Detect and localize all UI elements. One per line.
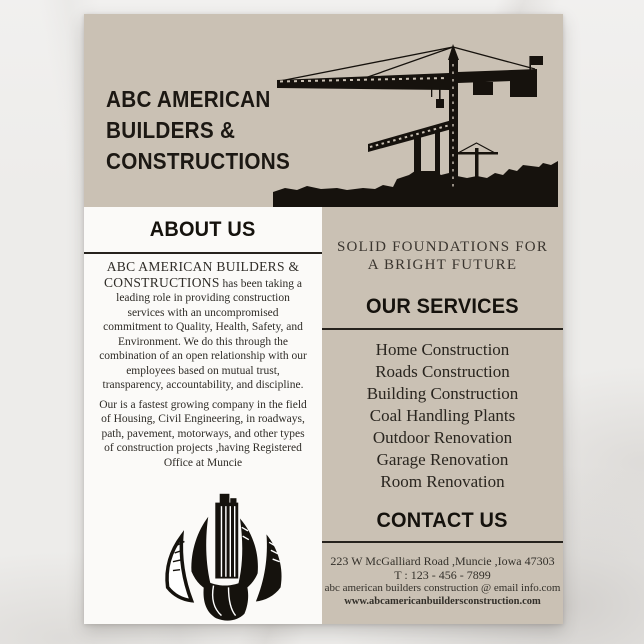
company-name-line: BUILDERS &	[106, 117, 236, 143]
service-item: Coal Handling Plants	[369, 406, 516, 425]
services-divider	[322, 328, 563, 330]
service-item: Outdoor Renovation	[372, 428, 513, 447]
about-paragraph-1	[97, 260, 309, 393]
services-heading: OUR SERVICES	[366, 295, 519, 318]
company-name-line: CONSTRUCTIONS	[106, 148, 291, 174]
about-body	[84, 254, 322, 470]
service-item: Building Construction	[366, 384, 519, 403]
about-company-lead: ABC AMERICAN BUILDERS & CONSTRUCTIONS	[103, 259, 300, 290]
service-item: Garage Renovation	[376, 450, 509, 469]
services-list	[322, 339, 563, 493]
construction-crane-icon	[185, 44, 558, 208]
about-section	[84, 207, 322, 624]
contact-website: www.abcamericanbuildersconstruction.com	[344, 596, 541, 607]
contact-divider	[322, 541, 563, 543]
service-item: Home Construction	[375, 340, 510, 359]
service-item: Roads Construction	[375, 362, 510, 381]
services-contact-section	[322, 207, 563, 624]
flyer	[84, 14, 563, 624]
service-item: Room Renovation	[380, 472, 505, 491]
company-name-line: ABC AMERICAN	[106, 86, 271, 112]
contact-email: abc american builders construction @ email info.com	[324, 582, 561, 594]
about-heading: ABOUT US	[150, 218, 256, 241]
contact-info	[322, 554, 563, 608]
tagline-line: A BRIGHT FUTURE	[367, 257, 518, 273]
tagline-line: SOLID FOUNDATIONS FOR	[336, 239, 549, 255]
about-paragraph-2: Our is a fastest growing company in the field of Housing, Civil Engineering, in roadways, path, pavement, motorways, and other types of construction projects ,having Registered Office at Muncie	[99, 398, 307, 469]
contact-heading: CONTACT US	[376, 509, 509, 532]
city-buildings-logo-icon	[150, 491, 300, 621]
about-paragraph-1-text: has been taking a leading role in providing construction services with an uncompromised commitment to Quality, Health, Safety, and Environment. We do this through the combination of an open relationship with our employees based on mutual trust, transparency, accountability, and discipline.	[99, 277, 307, 391]
contact-address: 223 W McGalliard Road ,Muncie ,Iowa 47303	[330, 554, 555, 568]
contact-phone: T : 123 - 456 - 7899	[394, 568, 491, 582]
tagline	[322, 238, 563, 274]
